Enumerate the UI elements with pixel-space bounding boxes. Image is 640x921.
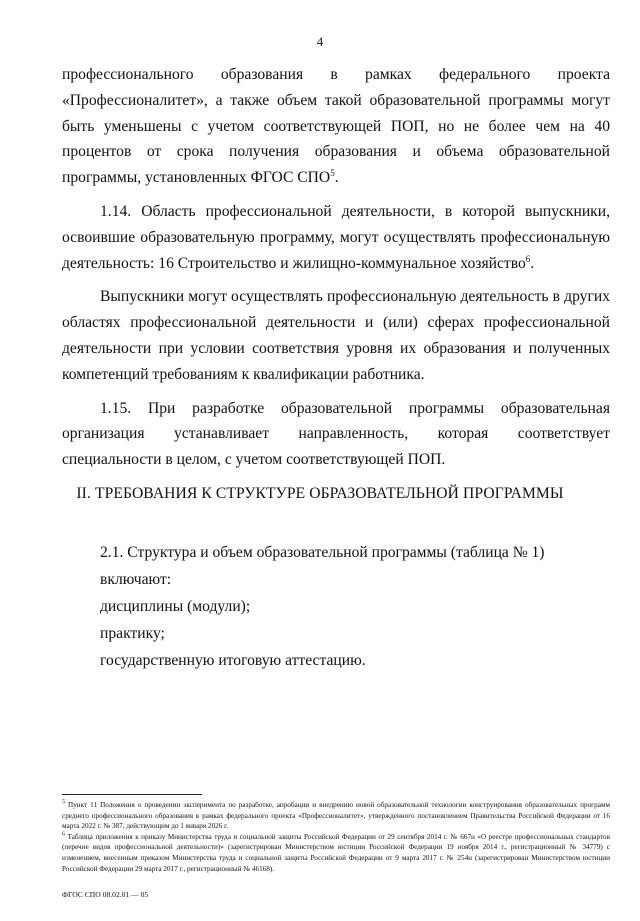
structure-intro: 2.1. Структура и объем образовательной программы (таблица № 1) включают: <box>100 544 545 588</box>
footnote-text: Таблица приложения к приказу Министерства труда и социальной защиты Российской Федерации от 29 сентября 2014 г. № 667н «О реестре профессиональных стандартов (перечне видов профессиональной деятельности)» (зарегистрирован Министерством юстиции Российской Федерации 19 ноября 2014 г., регистрационный № 34779) с изменением, внесенным приказом Министерства труда и социальной защиты Российской Федерации от 9 марта 2017 г. № 254н (зарегистрирован Министерством юстиции Российской Федерации 29 марта 2017 г., регистрационный № 46168). <box>62 832 610 873</box>
paragraph-program-duration: профессионального образования в рамках федерального проекта «Профессионалитет», а также объем такой образовательной программы могут быть уменьшены с учетом соответствующей ПОП, но не более чем на 40 процентов от срока получения образования и объема образовательной программы, установленных ФГОС СПО$^5$. <box>62 66 610 187</box>
paragraph-graduates: Выпускники могут осуществлять профессиональную деятельность в других областях профессиональной деятельности и (или) сферах профессиональной деятельности при условии соответствия уровня их образования и полученных компетенций требованиям к квалификации работника. <box>62 288 610 383</box>
footnote-ref-5: 5 <box>330 168 335 178</box>
list-item: дисциплины (модули); <box>100 598 251 615</box>
page-number: 4 <box>316 34 324 49</box>
structure-list <box>100 539 610 674</box>
section-heading: II. ТРЕБОВАНИЯ К СТРУКТУРЕ ОБРАЗОВАТЕЛЬНОЙ ПРОГРАММЫ <box>76 485 564 502</box>
footnote-5 <box>62 800 610 832</box>
list-item: практику; <box>100 625 165 642</box>
list-item: государственную итоговую аттестацию. <box>100 652 366 669</box>
footnotes <box>62 800 610 874</box>
main-text <box>62 62 610 473</box>
paragraph-1-14: 1.14. Область профессиональной деятельности, в которой выпускники, освоившие образовательную программу, могут осуществлять профессиональную деятельность: 16 Строительство и жилищно-коммунальное хозяйство$^6$. <box>62 202 610 272</box>
paragraph-1-15: 1.15. При разработке образовательной программы образовательная организация устанавливает направленность, которая соответствует специальности в целом, с учетом соответствующей ПОП. <box>62 399 610 469</box>
footnote-marker: 5 <box>62 799 65 806</box>
footer-code: ФГОС СПО 08.02.01 — 05 <box>62 890 149 899</box>
footnote-ref-6: 6 <box>525 253 531 264</box>
paragraph-text: профессионального образования в рамках федерального проекта «Профессионалитет», а также объем такой образовательной программы могут быть уменьшены с учетом соответствующей ПОП, но не более чем на 40 процентов от срока получения образования и объема образовательной программы, установленных ФГОС СПО <box>62 66 610 187</box>
footnote-6 <box>62 832 610 874</box>
footnote-marker: 6 <box>62 831 65 838</box>
paragraph-text: 1.14. Область профессиональной деятельности, в которой выпускники, освоившие образовательную программу, могут осуществлять профессиональную деятельность: 16 Строительство и жилищно-коммунальное хозяйство <box>62 202 610 272</box>
footnote-text: Пункт 11 Положения о проведении эксперимента по разработке, апробации и внедрению новой образовательной технологии конструирования образовательных программ среднего профессионального образования в рамках федерального проекта «Профессионалитет», утвержденного постановлением Правительства Российской Федерации от 16 марта 2022 г. № 387, действующим до 1 января 2026 г. <box>62 801 610 831</box>
footnote-divider <box>62 794 202 795</box>
